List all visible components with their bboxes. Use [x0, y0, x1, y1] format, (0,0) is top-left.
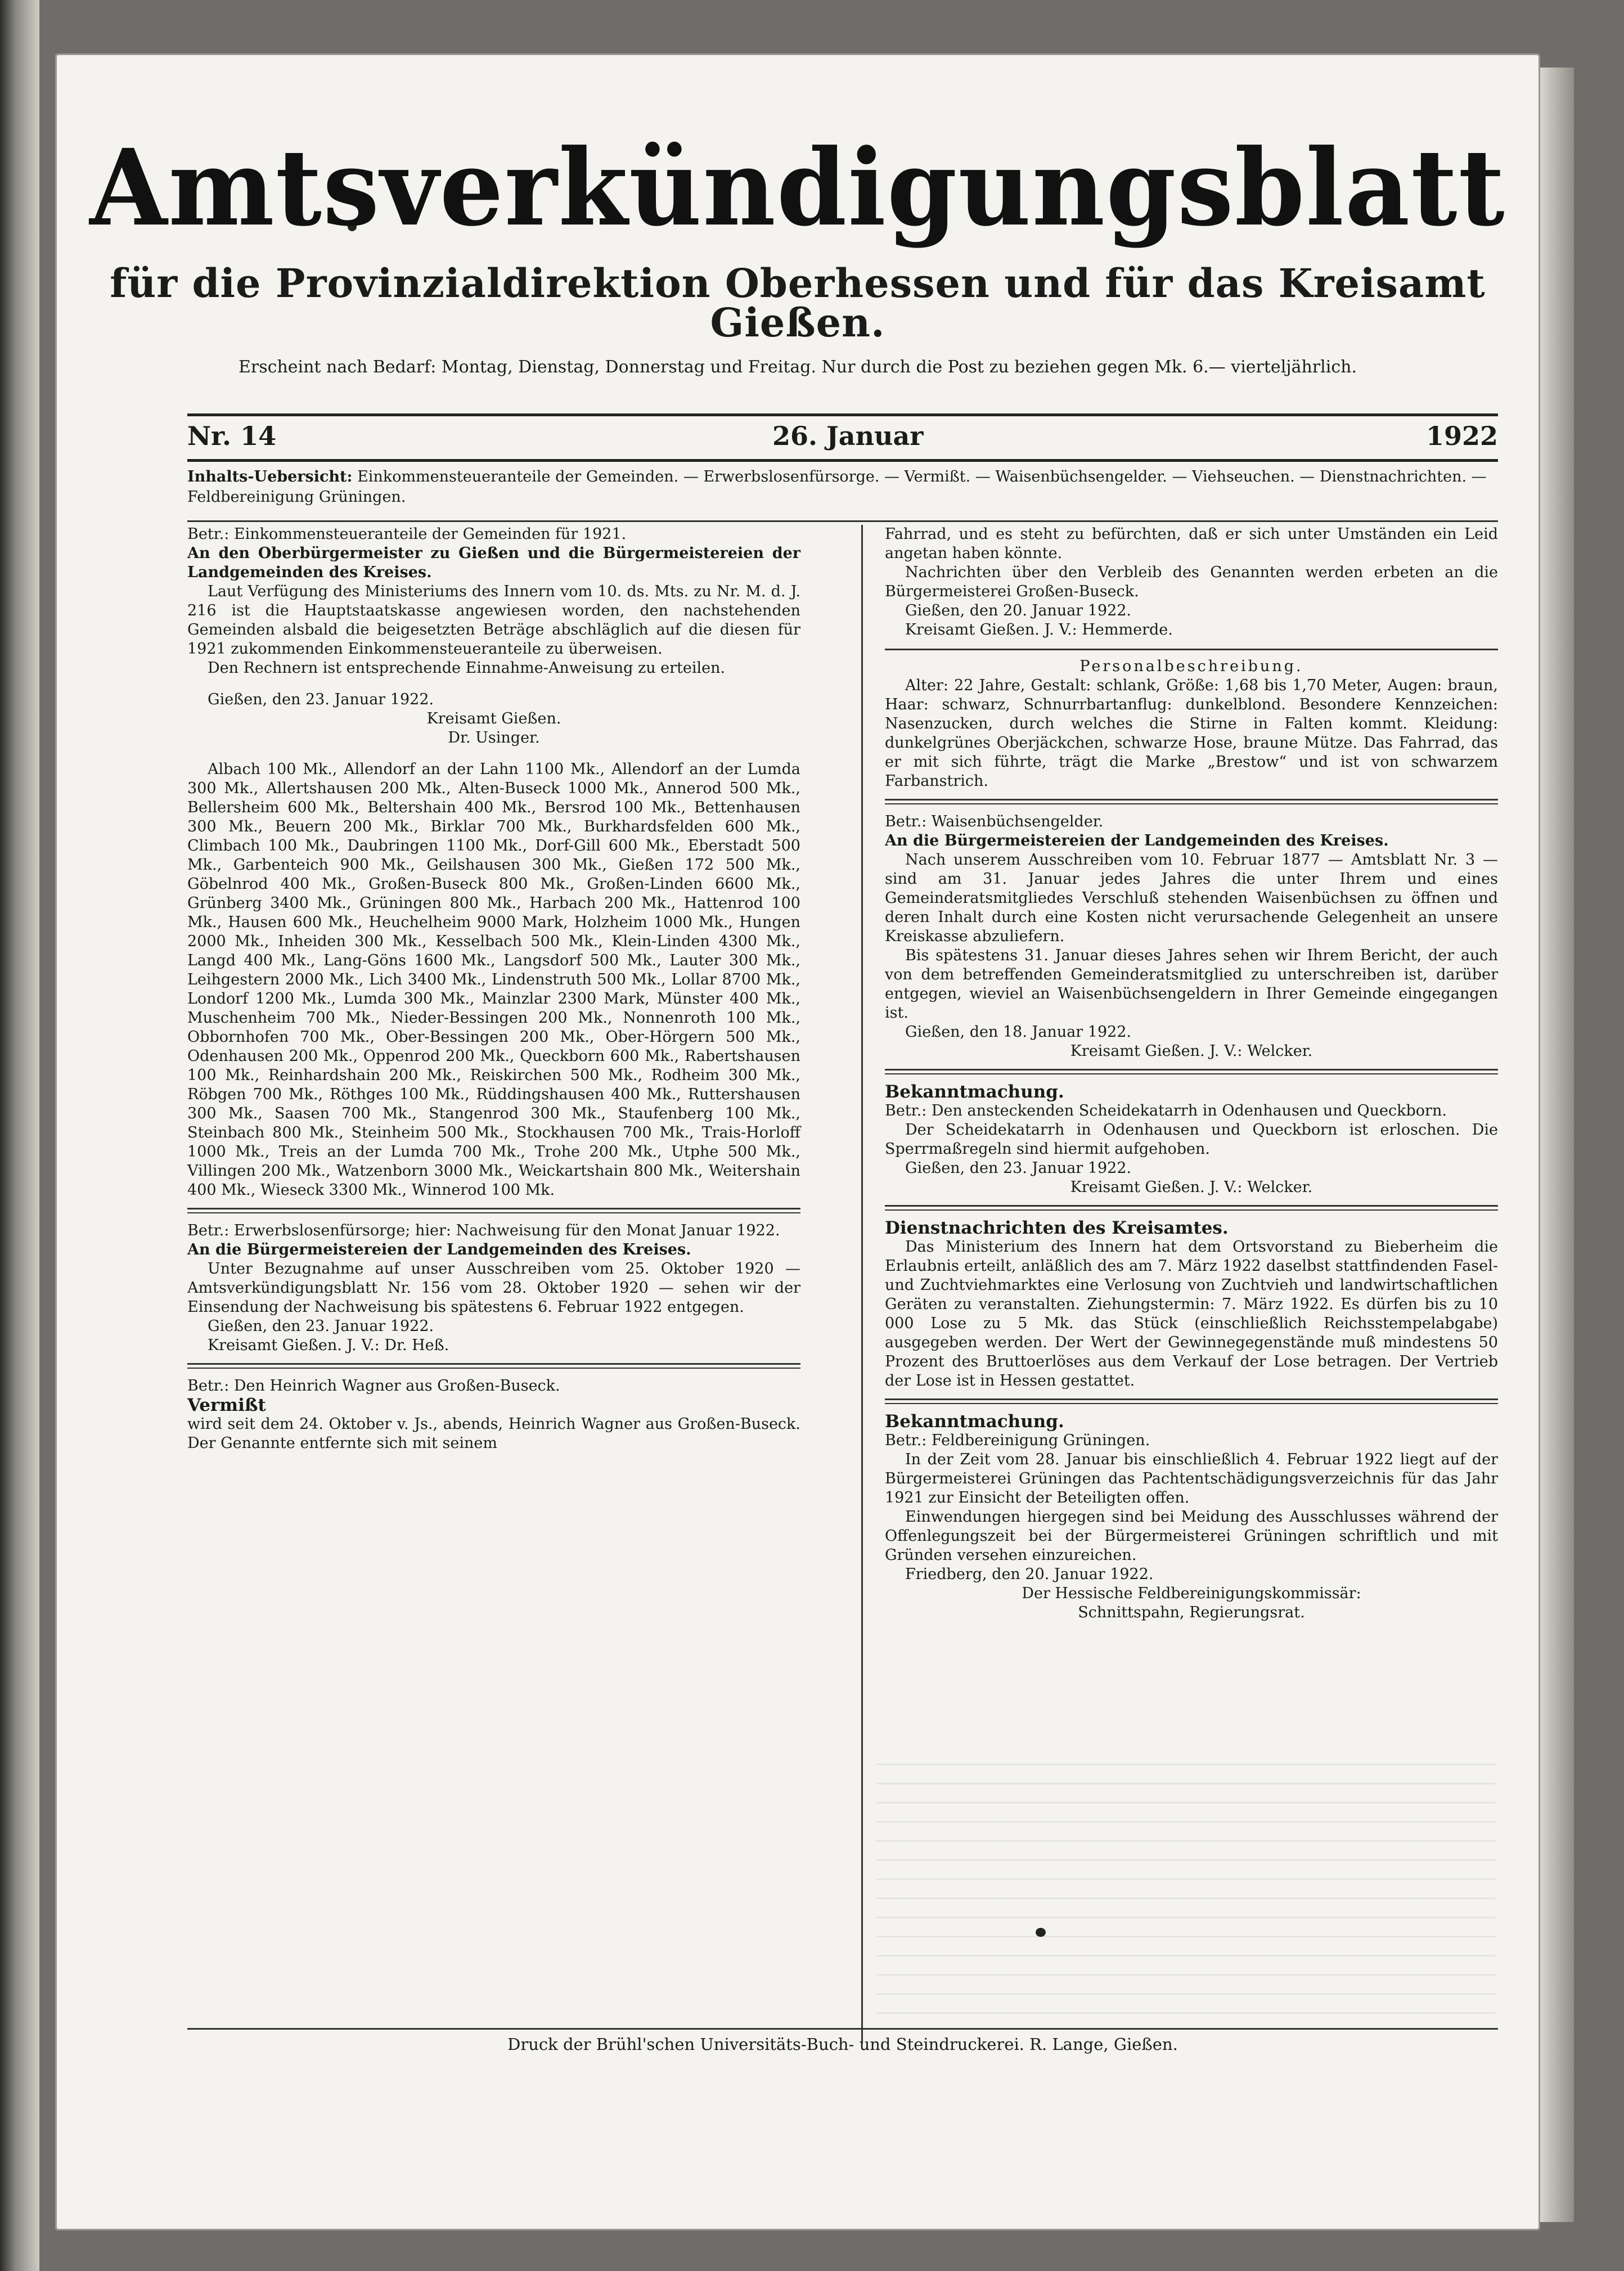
article-signature: Kreisamt Gießen. J. V.: Hemmerde. — [905, 621, 1173, 638]
section-divider — [885, 799, 1498, 804]
article-heading: Bekanntmachung. — [885, 1082, 1064, 1102]
section-divider — [885, 1205, 1498, 1211]
book-binding-edge — [0, 0, 39, 2271]
article-subject: Betr.: Feldbereinigung Grüningen. — [885, 1432, 1150, 1449]
issue-year: 1922 — [1425, 421, 1498, 451]
section-divider — [885, 1069, 1498, 1074]
article-dateline: Gießen, den 23. Januar 1922. — [208, 1317, 434, 1335]
article-signature: Kreisamt Gießen. J. V.: Welcker. — [1070, 1179, 1313, 1196]
right-column — [885, 525, 1498, 1622]
article-paragraph: Bis spätestens 31. Januar dieses Jahres sehen wir Ihrem Bericht, der auch von dem betreffenden Gemeinderatsmitglied zu unterschreiben ist, darüber entgegen, wieviel an Waisenbüchsengeldern in Ihrer Gemeinde eingegangen ist. — [885, 947, 1498, 1022]
section-divider — [187, 1208, 800, 1213]
column-top-rule — [187, 520, 1498, 522]
article-dateline: Gießen, den 20. Januar 1922. — [905, 602, 1132, 619]
issue-bar — [187, 413, 1498, 462]
masthead-title: Amtsverkündigungsblatt — [89, 125, 1506, 250]
article-paragraph: Einwendungen hiergegen sind bei Meidung des Ausschlusses während der Offenlegungszeit bei der Bürgermeisterei Grüningen schriftlich und mit Gründen versehen einzureichen. — [885, 1508, 1498, 1564]
article-recipient: An den Oberbürgermeister zu Gießen und die Bürgermeistereien der Landgemeinden des Kreises. — [187, 545, 800, 581]
article-subject: Betr.: Einkommensteueranteile der Gemeinden für 1921. — [187, 525, 627, 543]
article-signature: Dr. Usinger. — [448, 729, 540, 746]
section-divider — [885, 1398, 1498, 1404]
article-dateline: Gießen, den 18. Januar 1922. — [905, 1023, 1132, 1041]
column-divider — [861, 525, 863, 2044]
issue-number: Nr. 14 — [187, 421, 277, 451]
article-heading: Bekanntmachung. — [885, 1411, 1064, 1432]
article-signature: Schnittspahn, Regierungsrat. — [1078, 1604, 1305, 1621]
left-column — [187, 525, 800, 1453]
article-subject: Betr.: Den ansteckenden Scheidekatarrh in Odenhausen und Queckborn. — [885, 1102, 1447, 1119]
article-signature: Kreisamt Gießen. J. V.: Dr. Heß. — [208, 1337, 449, 1354]
article-subject: Betr.: Erwerbslosenfürsorge; hier: Nachweisung für den Monat Januar 1922. — [187, 1222, 780, 1239]
masthead — [55, 125, 1540, 377]
article-paragraph: Der Scheidekatarrh in Odenhausen und Queckborn ist erloschen. Die Sperrmaßregeln sind hiermit aufgehoben. — [885, 1121, 1498, 1158]
issue-date: 26. Januar — [772, 421, 924, 451]
section-divider — [187, 1363, 800, 1369]
section-divider — [885, 649, 1498, 650]
contents-overview — [187, 467, 1498, 507]
article-subject: Betr.: Den Heinrich Wagner aus Großen-Buseck. — [187, 1377, 560, 1395]
article-dateline: Friedberg, den 20. Januar 1922. — [905, 1566, 1154, 1583]
contents-text: Einkommensteueranteile der Gemeinden. — Erwerbslosenfürsorge. — Vermißt. — Waisenbüchsengelder. — Viehseuchen. — Dienstnachrichten. — Feldbereinigung Grüningen. — [187, 468, 1487, 506]
article-recipient: An die Bürgermeistereien der Landgemeinden des Kreises. — [885, 832, 1389, 849]
article-heading: Vermißt — [187, 1395, 266, 1415]
masthead-subtitle: für die Provinzialdirektion Oberhessen und für das Kreisamt Gießen. — [110, 260, 1486, 346]
article-paragraph: Nach unserem Ausschreiben vom 10. Februar 1877 — Amtsblatt Nr. 3 — sind am 31. Januar jedes Jahres die unter Ihrem und eines Gemeinderatsmitgliedes Verschluß stehenden Waisenbüchsen zu öffnen und deren Inhalt durch eine Kosten nicht verursachende Gelegenheit an unsere Kreiskasse abzuliefern. — [885, 851, 1498, 945]
newspaper-page — [55, 53, 1540, 2230]
article-paragraph: Nachrichten über den Verbleib des Genannten werden erbeten an die Bürgermeisterei Großen-Buseck. — [885, 564, 1498, 600]
article-paragraph: Laut Verfügung des Ministeriums des Innern vom 10. ds. Mts. zu Nr. M. d. J. 216 ist die Hauptstaatskasse angewiesen worden, den nachstehenden Gemeinden alsbald die beigesetzten Beträge abschläglich auf die diesen für 1921 zukommenden Einkommensteueranteile zu überweisen. — [187, 583, 800, 658]
person-description: Alter: 22 Jahre, Gestalt: schlank, Größe: 1,68 bis 1,70 Meter, Augen: braun, Haar: schwarz, Schnurrbartanflug: dunkelblond. Besondere Kennzeichen: Nasenzucken, durch welches die Stirne in Falten kommt. Kleidung: dunkelgrünes Oberjäckchen, schwarze Hose, braune Mütze. Das Fahrrad, das er mit sich führte, trägt die Marke „Brestow“ und ist von schwarzem Farbanstrich. — [885, 677, 1498, 790]
article-dateline: Gießen, den 23. Januar 1922. — [905, 1159, 1132, 1177]
article-paragraph: In der Zeit vom 28. Januar bis einschließlich 4. Februar 1922 liegt auf der Bürgermeisterei Grüningen das Pachtentschädigungsverzeichnis für das Jahr 1921 zur Einsicht der Beteiligten offen. — [885, 1451, 1498, 1506]
article-paragraph: wird seit dem 24. Oktober v. Js., abends, Heinrich Wagner aus Großen-Buseck. Der Genannte entfernte sich mit seinem — [187, 1415, 800, 1452]
article-paragraph: Fahrrad, und es steht zu befürchten, daß er sich unter Umständen ein Leid angetan haben könnte. — [885, 525, 1498, 562]
bleed-through-text — [876, 1764, 1495, 2017]
municipality-amount-list: Albach 100 Mk., Allendorf an der Lahn 1100 Mk., Allendorf an der Lumda 300 Mk., Allertshausen 200 Mk., Alten-Buseck 1000 Mk., Annerod 500 Mk., Bellersheim 600 Mk., Beltershain 400 Mk., Bersrod 100 Mk., Bettenhausen 300 Mk., Beuern 200 Mk., Birklar 700 Mk., Burkhardsfelden 600 Mk., Climbach 100 Mk., Daubringen 1100 Mk., Dorf-Gill 600 Mk., Eberstadt 500 Mk., Garbenteich 900 Mk., Geilshausen 300 Mk., Gießen 172 500 Mk., Göbelnrod 400 Mk., Großen-Buseck 800 Mk., Großen-Linden 6600 Mk., Grünberg 3400 Mk., Grüningen 800 Mk., Harbach 200 Mk., Hattenrod 100 Mk., Hausen 600 Mk., Heuchelheim 9000 Mark, Holzheim 1000 Mk., Hungen 2000 Mk., Inheiden 300 Mk., Kesselbach 500 Mk., Klein-Linden 4300 Mk., Langd 400 Mk., Lang-Göns 1600 Mk., Langsdorf 500 Mk., Lauter 300 Mk., Leihgestern 2000 Mk., Lich 3400 Mk., Lindenstruth 500 Mk., Lollar 8700 Mk., Londorf 1200 Mk., Lumda 300 Mk., Mainzlar 2300 Mark, Münster 400 Mk., Muschenheim 700 Mk., Nieder-Bessingen 200 Mk., Nonnenroth 100 Mk., Obbornhofen 700 Mk., Ober-Bessingen 200 Mk., Ober-Hörgern 500 Mk., Odenhausen 200 Mk., Oppenrod 200 Mk., Queckborn 600 Mk., Rabertshausen 100 Mk., Reinhardshain 200 Mk., Reiskirchen 500 Mk., Rodheim 300 Mk., Röbgen 700 Mk., Röthges 100 Mk., Rüddingshausen 400 Mk., Ruttershausen 300 Mk., Saasen 700 Mk., Stangenrod 300 Mk., Staufenberg 100 Mk., Steinbach 800 Mk., Steinheim 500 Mk., Stockhausen 700 Mk., Trais-Horloff 1000 Mk., Treis an der Lumda 700 Mk., Trohe 200 Mk., Utphe 500 Mk., Villingen 200 Mk., Watzenborn 3000 Mk., Weickartshain 800 Mk., Weitershain 400 Mk., Wieseck 3300 Mk., Winnerod 100 Mk. — [187, 761, 800, 1199]
article-dateline: Gießen, den 23. Januar 1922. — [208, 691, 434, 708]
article-paragraph: Den Rechnern ist entsprechende Einnahme-Anweisung zu erteilen. — [208, 659, 726, 677]
article-subject: Betr.: Waisenbüchsengelder. — [885, 813, 1104, 830]
article-office: Kreisamt Gießen. — [426, 710, 561, 727]
contents-label: Inhalts-Uebersicht: — [187, 468, 353, 485]
footer-rule — [187, 2028, 1498, 2030]
article-paragraph: Das Ministerium des Innern hat dem Ortsvorstand zu Bieberheim die Erlaubnis erteilt, anläßlich des am 7. März 1922 daselbst stattfindenden Fasel- und Zuchtviehmarktes eine Verlosung von Zuchtvieh und landwirtschaftlichen Geräten zu veranstalten. Ziehungstermin: 7. März 1922. Es dürfen bis zu 10 000 Lose zu 5 Mk. das Stück (einschließlich Reichsstempelabgabe) ausgegeben werden. Der Wert der Gewinnegegenstände muß mindestens 50 Prozent des Bruttoerlöses aus dem Verkauf der Lose betragen. Der Vertrieb der Lose ist in Hessen gestattet. — [885, 1238, 1498, 1389]
masthead-frequency: Erscheint nach Bedarf: Montag, Dienstag, Donnerstag und Freitag. Nur durch die Post zu beziehen gegen Mk. 6.— vierteljährlich. — [239, 357, 1357, 377]
article-signature: Kreisamt Gießen. J. V.: Welcker. — [1070, 1042, 1313, 1060]
article-office: Der Hessische Feldbereinigungskommissär: — [1022, 1585, 1361, 1602]
article-recipient: An die Bürgermeistereien der Landgemeinden des Kreises. — [187, 1241, 691, 1258]
article-subheading: Personalbeschreibung. — [1079, 658, 1303, 675]
printer-imprint: Druck der Brühl'schen Universitäts-Buch- und Steindruckerei. R. Lange, Gießen. — [507, 2035, 1178, 2054]
article-heading: Dienstnachrichten des Kreisamtes. — [885, 1218, 1229, 1238]
page-stack-edge — [1540, 68, 1574, 2222]
article-paragraph: Unter Bezugnahme auf unser Ausschreiben vom 25. Oktober 1920 — Amtsverkündigungsblatt Nr. 156 vom 28. Oktober 1920 — sehen wir der Einsendung der Nachweisung bis spätestens 6. Februar 1922 entgegen. — [187, 1260, 800, 1316]
